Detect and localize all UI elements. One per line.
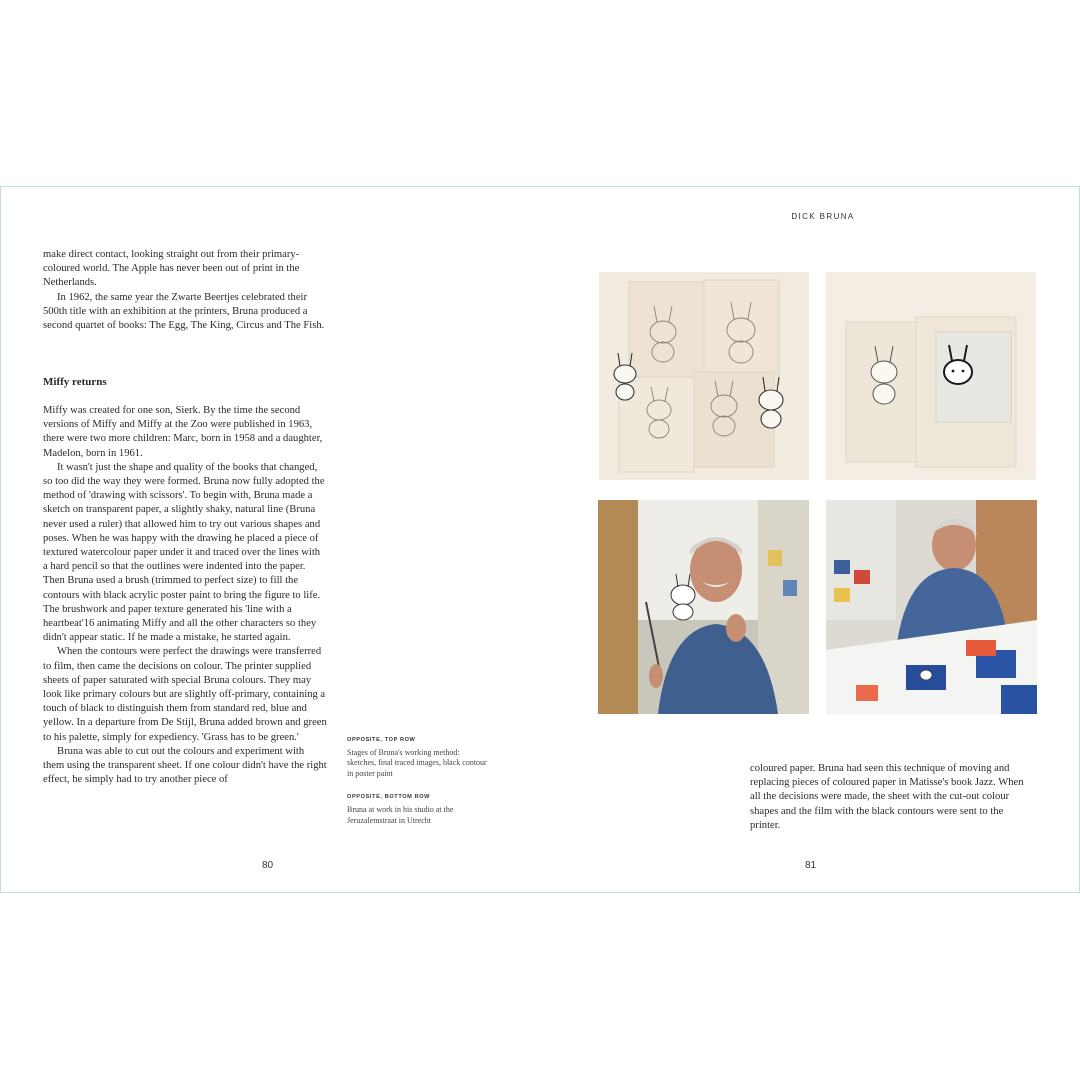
captions [347,735,487,839]
paragraph: make direct contact, looking straight out from their primary-coloured world. The Apple has never been out of print in the Netherlands. [43,249,300,289]
paragraph: It wasn't just the shape and quality of the books that changed, so too did the way they were formed. Bruna now fully adopted the method of 'drawing with scissors'. To begin with, Bruna made a sketch on transparent paper, a slightly shaky, natural line (Bruna never used a ruler) that allowed him to try out various shapes and poses. When he was happy with the drawing he placed a piece of textured watercolour paper under it and traced over the lines with a hard pencil so that the outlines were indented into the paper. Then Bruna used a brush (trimmed to perfect size) to fill the contours with black acrylic poster paint to bring the figure to life. The brushwork and paper texture generated his 'line with a heartbeat'16 animating Miffy and all the other characters so they didn't appear static. If he made a mistake, he started again. [43,461,325,644]
page-number-left: 80 [262,860,274,871]
caption-label: OPPOSITE, TOP ROW [347,737,416,743]
sketches-image [599,272,809,480]
paragraph: coloured paper. Bruna had seen this technique of moving and replacing pieces of coloured paper in Matisse's book Jazz. When all the decisions were made, the sheet with the cut-out colour shapes and the film with the black contours were sent to the printer. [750,763,1024,831]
bruna-working-illustration [826,500,1037,714]
intro-text [43,248,327,333]
paragraph: Bruna was able to cut out the colours and experiment with them using the transparent sheet. If one colour didn't have the right effect, he simply had to try another piece of [43,745,327,786]
miffy-contour-illustration [826,272,1036,480]
paragraph: Miffy was created for one son, Sierk. By the time the second versions of Miffy and Miffy at the Zoo were published in 1963, there were two more children: Marc, born in 1958 and a daughter, Madelon, born in 1961. [43,405,323,459]
running-head: DICK BRUNA [791,212,855,221]
traced-contour-image [826,272,1036,480]
bruna-portrait-photo [598,500,809,714]
miffy-sketches-illustration [599,272,809,480]
caption-bottom-row [347,792,487,826]
bruna-with-brush-illustration [598,500,809,714]
caption-label: OPPOSITE, BOTTOM ROW [347,794,431,801]
body-text [43,404,327,787]
caption-top-row [347,735,487,779]
bruna-at-desk-photo [826,500,1037,714]
paragraph: In 1962, the same year the Zwarte Beertjes celebrated their 500th title with an exhibition at the printers, Bruna produced a second quartet of books: The Egg, The King, Circus and The Fish. [43,291,325,332]
paragraph: When the contours were perfect the drawings were transferred to film, then came the decisions on colour. The printer supplied sheets of paper saturated with special Bruna colours. They may look like primary colours but are slightly off-primary, containing a touch of black to distinguish them from standard red, blue and yellow. In a departure from De Stijl, Bruna added brown and green to his palette, simply for expediency. 'Grass has to be green.' [43,646,327,743]
page-number-right: 81 [805,860,817,871]
right-body-text [750,762,1032,833]
caption-text: Stages of Bruna's working method: sketches, final traced images, black contour in poster paint [347,747,487,778]
caption-text: Bruna at work in his studio at the Jeruzalemstraat in Utrecht [347,804,454,825]
section-heading: Miffy returns [43,376,107,388]
